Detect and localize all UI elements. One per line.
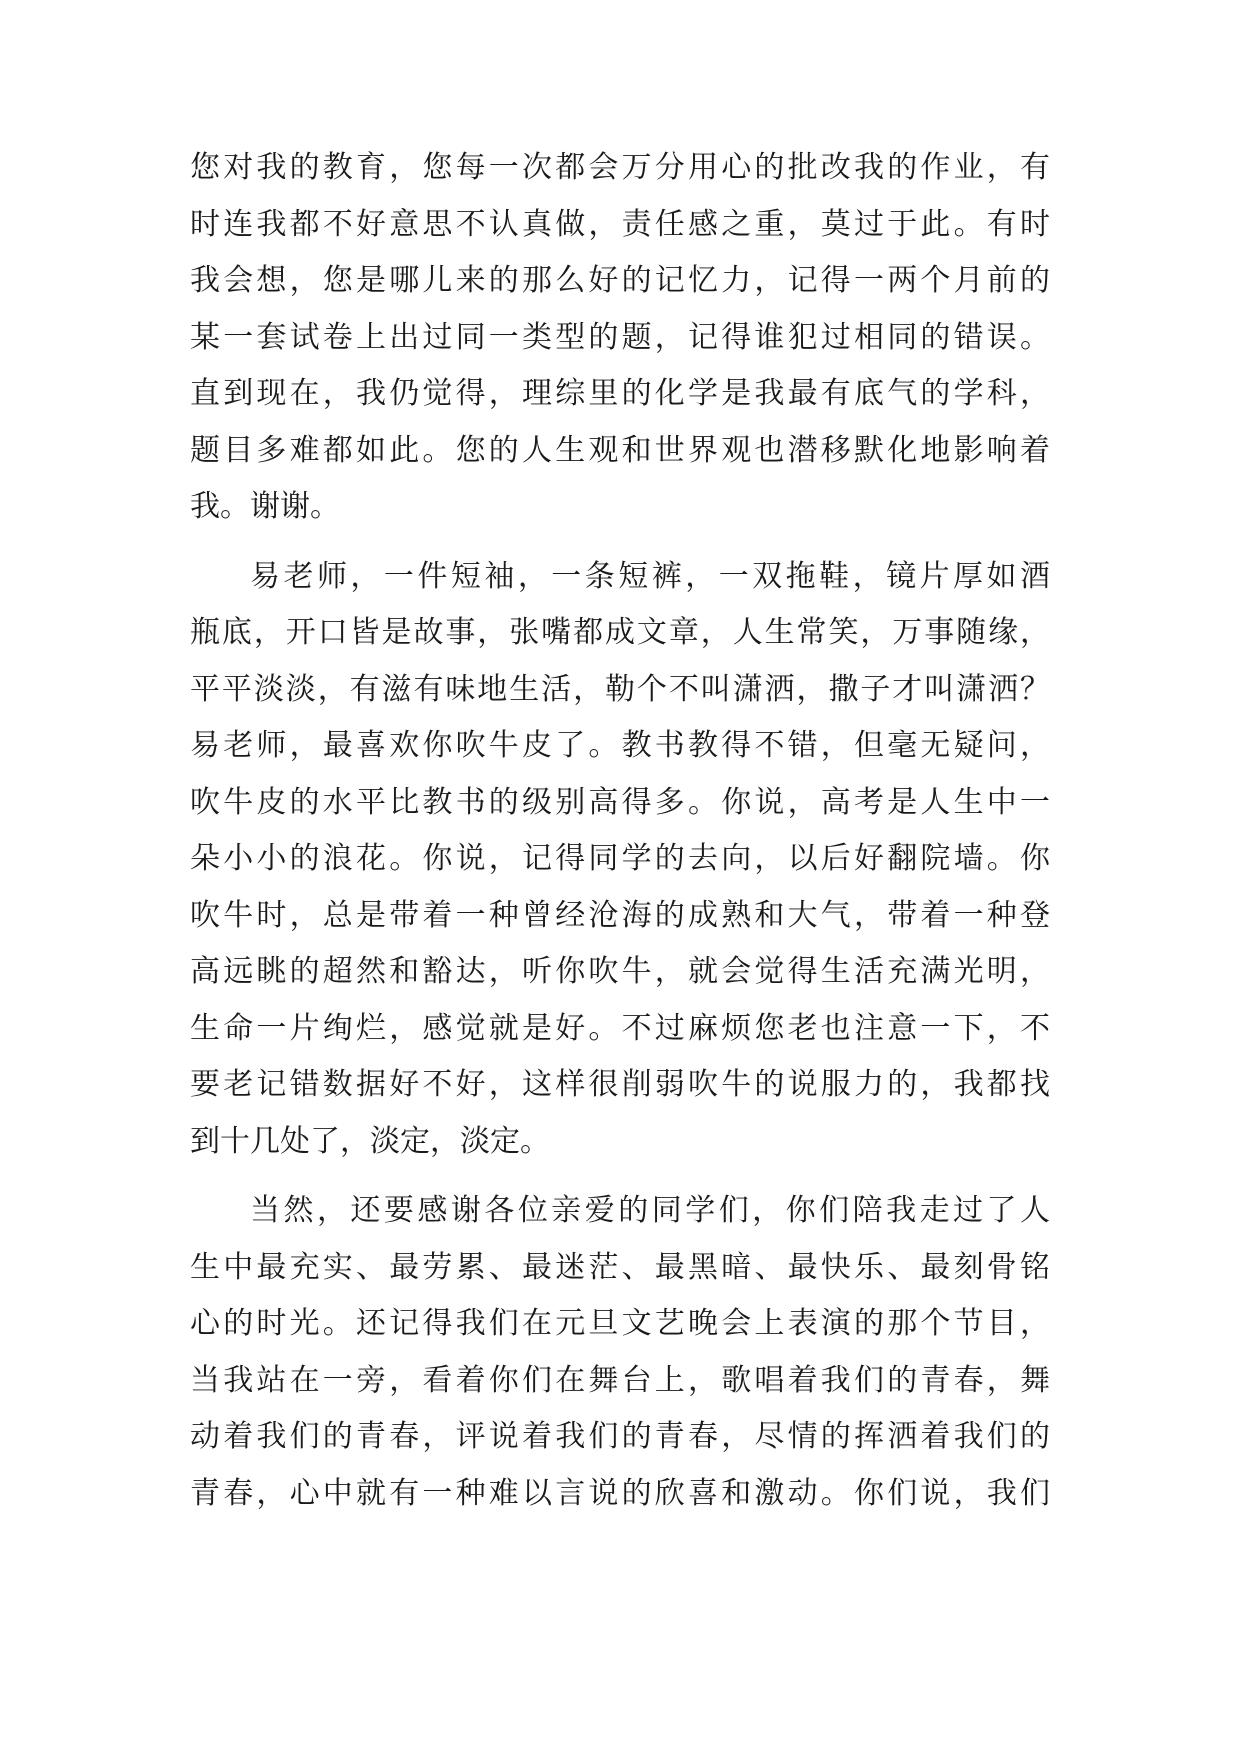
text-line: 心的时光。还记得我们在元旦文艺晚会上表演的那个节目， (190, 1306, 1050, 1341)
text-line: 高远眺的超然和豁达，听你吹牛，就会觉得生活充满光明， (190, 954, 1050, 989)
text-line: 吹牛皮的水平比教书的级别高得多。你说，高考是人生中一 (190, 784, 1050, 820)
text-line: 青春，心中就有一种难以言说的欣喜和激动。你们说，我们 (190, 1475, 1050, 1511)
text-line: 生命一片绚烂，感觉就是好。不过麻烦您老也注意一下，不 (190, 1010, 1050, 1046)
text-line: 朵小小的浪花。你说，记得同学的去向，以后好翻院墙。你 (190, 841, 1050, 876)
text-line: 生中最充实、最劳累、最迷茫、最黑暗、最快乐、最刻骨铭 (190, 1249, 1050, 1285)
body-text (190, 140, 1050, 1522)
text-line: 要老记错数据好不好，这样很削弱吹牛的说服力的，我都找 (190, 1067, 1050, 1102)
text-line: 某一套试卷上出过同一类型的题，记得谁犯过相同的错误。 (190, 319, 1050, 355)
paragraph-2 (190, 549, 1050, 1171)
text-line: 我。谢谢。 (190, 489, 340, 524)
text-line: 我会想，您是哪儿来的那么好的记忆力，记得一两个月前的 (190, 263, 1050, 298)
text-line: 当然，还要感谢各位亲爱的同学们，你们陪我走过了人 (250, 1193, 1050, 1228)
text-line: 易老师，最喜欢你吹牛皮了。教书教得不错，但毫无疑问， (190, 728, 1050, 763)
text-line: 易老师，一件短袖，一条短裤，一双拖鞋，镜片厚如酒 (250, 558, 1050, 594)
text-line: 时连我都不好意思不认真做，责任感之重，莫过于此。有时 (190, 206, 1050, 242)
text-line: 平平淡淡，有滋有味地生活，勒个不叫潇洒，撒子才叫潇洒？ (190, 671, 1050, 707)
text-line: 到十几处了，淡定，淡定。 (190, 1123, 550, 1159)
text-line: 题目多难都如此。您的人生观和世界观也潜移默化地影响着 (190, 432, 1050, 468)
text-line: 您对我的教育，您每一次都会万分用心的批改我的作业，有 (190, 150, 1050, 185)
paragraph-1 (190, 140, 1050, 536)
text-line: 吹牛时，总是带着一种曾经沧海的成熟和大气，带着一种登 (190, 897, 1050, 933)
paragraph-3 (190, 1183, 1050, 1522)
text-line: 瓶底，开口皆是故事，张嘴都成文章，人生常笑，万事随缘， (190, 615, 1050, 650)
text-line: 当我站在一旁，看着你们在舞台上，歌唱着我们的青春，舞 (190, 1362, 1050, 1398)
text-line: 动着我们的青春，评说着我们的青春，尽情的挥洒着我们的 (190, 1419, 1050, 1454)
text-line: 直到现在，我仍觉得，理综里的化学是我最有底气的学科， (190, 376, 1050, 411)
